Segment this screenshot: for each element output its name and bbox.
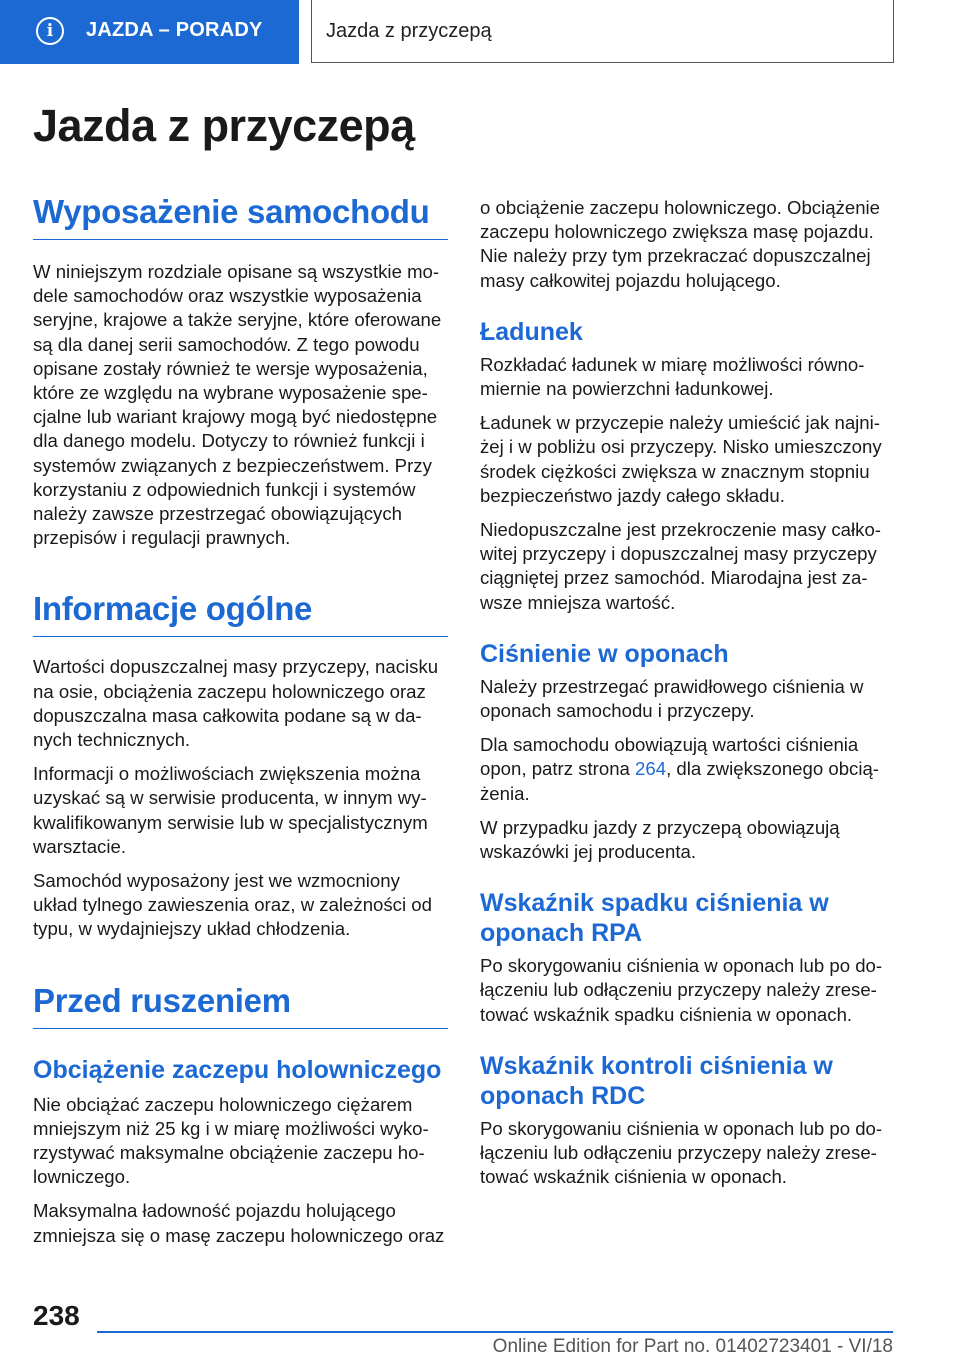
- paragraph-obciazenie-1: Nie obciążać zaczepu holowniczego ciężarem mniejszym niż 25 kg i w miarę możliwości wyko- rzystywać maksymalne obciążenie zaczepu ho- lowniczego.: [33, 1093, 429, 1188]
- section-tab[interactable]: [0, 0, 299, 64]
- paragraph-obciazenie-2: Maksymalna ładowność pojazdu holującego zmniejsza się o masę zaczepu holowniczego oraz: [33, 1200, 445, 1246]
- info-icon: i: [36, 17, 64, 45]
- paragraph-info-2: Informacji o możliwościach zwiększenia można uzyskać są w serwisie producenta, w innym wy- kwalifikowanym serwisie lub w specjalistycznym warsztacie.: [33, 763, 428, 857]
- heading-ladunek: Ładunek: [480, 317, 583, 346]
- breadcrumb-label: Jazda z przyczepą: [326, 20, 492, 42]
- right-column: [480, 196, 895, 1189]
- page-title: Jazda z przyczepą: [33, 100, 415, 151]
- heading-informacje: Informacje ogólne: [33, 590, 448, 637]
- paragraph-ladunek-2: Ładunek w przyczepie należy umieścić jak najni- żej i w pobliżu osi przyczepy. Nisko umieszczony środek ciężkości zwiększa w znacznym stopniu bezpieczeństwo jazdy całego składu.: [480, 412, 882, 506]
- paragraph-wyposazenie: W niniejszym rozdziale opisane są wszystkie mo- dele samochodów oraz wszystkie wyposażenia seryjne, krajowe a także seryjne, które oferowane są dla danej serii samochodów. Z tego powodu opisane zostały również te wersje wyposażenia, które ze względu na wybrane wyposażenie spe- cjalne lub wariant krajowy mogą być niedostępne dla danego modelu. Dotyczy to również funkcji i systemów związanych z bezpieczeństwem. Przy korzystaniu z odpowiednich funkcji i systemów należy zawsze przestrzegać obowiązujących przepisów i regulacji prawnych.: [33, 261, 442, 549]
- edition-label: Online Edition for Part no. 01402723401 - VI/18: [492, 1336, 893, 1357]
- paragraph-rdc: Po skorygowaniu ciśnienia w oponach lub po do- łączeniu lub odłączeniu przyczepy należy zrese- tować wskaźnik ciśnienia w oponach.: [480, 1117, 883, 1188]
- page-264-link[interactable]: 264: [635, 758, 667, 780]
- heading-obciazenie: Obciążenie zaczepu holowniczego: [33, 1055, 442, 1084]
- heading-przed-ruszeniem: Przed ruszeniem: [33, 982, 448, 1029]
- paragraph-ladunek-1: Rozkładać ładunek w miarę możliwości równo- miernie na powierzchni ładunkowej.: [480, 353, 865, 400]
- heading-rdc: Wskaźnik kontroli ciśnienia w oponach RDC: [480, 1051, 833, 1110]
- paragraph-info-1: Wartości dopuszczalnej masy przyczepy, nacisku na osie, obciążenia zaczepu holowniczego oraz dopuszczalna masa całkowita podane są w da- nych technicznych.: [33, 656, 439, 751]
- heading-cisnienie: Ciśnienie w oponach: [480, 639, 729, 668]
- heading-wyposazenie: Wyposażenie samochodu: [33, 193, 448, 240]
- paragraph-cisnienie-1: Należy przestrzegać prawidłowego ciśnienia w oponach samochodu i przyczepy.: [480, 675, 864, 722]
- page-number: 238: [33, 1300, 80, 1331]
- paragraph-cisnienie-2-text-a: Dla samochodu obowiązują wartości ciśnienia opon, patrz strona: [480, 734, 859, 780]
- left-column: [33, 193, 448, 1248]
- paragraph-cisnienie-2-text-b: , dla zwiększonego obcią- żenia.: [480, 758, 879, 804]
- section-label: JAZDA – PORADY: [86, 19, 263, 41]
- heading-rpa: Wskaźnik spadku ciśnienia w oponach RPA: [480, 889, 829, 948]
- paragraph-rpa: Po skorygowaniu ciśnienia w oponach lub po do- łączeniu lub odłączeniu przyczepy należy zrese- tować wskaźnik spadku ciśnienia w oponach.: [480, 955, 883, 1025]
- paragraph-continued: o obciążenie zaczepu holowniczego. Obciążenie zaczepu holowniczego zwiększa masę pojazdu. Nie należy przy tym przekraczać dopuszczalnej masy całkowitej pojazdu holującego.: [480, 197, 881, 291]
- paragraph-ladunek-3: Niedopuszczalne jest przekroczenie masy całko- witej przyczepy i dopuszczalnej masy przyczepy ciągniętej przez samochód. Miarodajna jest za- wsze mniejsza wartość.: [480, 519, 881, 613]
- paragraph-cisnienie-2: [480, 733, 895, 806]
- paragraph-cisnienie-3: W przypadku jazdy z przyczepą obowiązują wskazówki jej producenta.: [480, 816, 840, 863]
- paragraph-info-3: Samochód wyposażony jest we wzmocniony układ tylnego zawieszenia oraz, w zależności od typu, w wydajniejszy układ chłodzenia.: [33, 870, 432, 940]
- footer-divider: [97, 1331, 893, 1333]
- breadcrumb: [311, 0, 894, 63]
